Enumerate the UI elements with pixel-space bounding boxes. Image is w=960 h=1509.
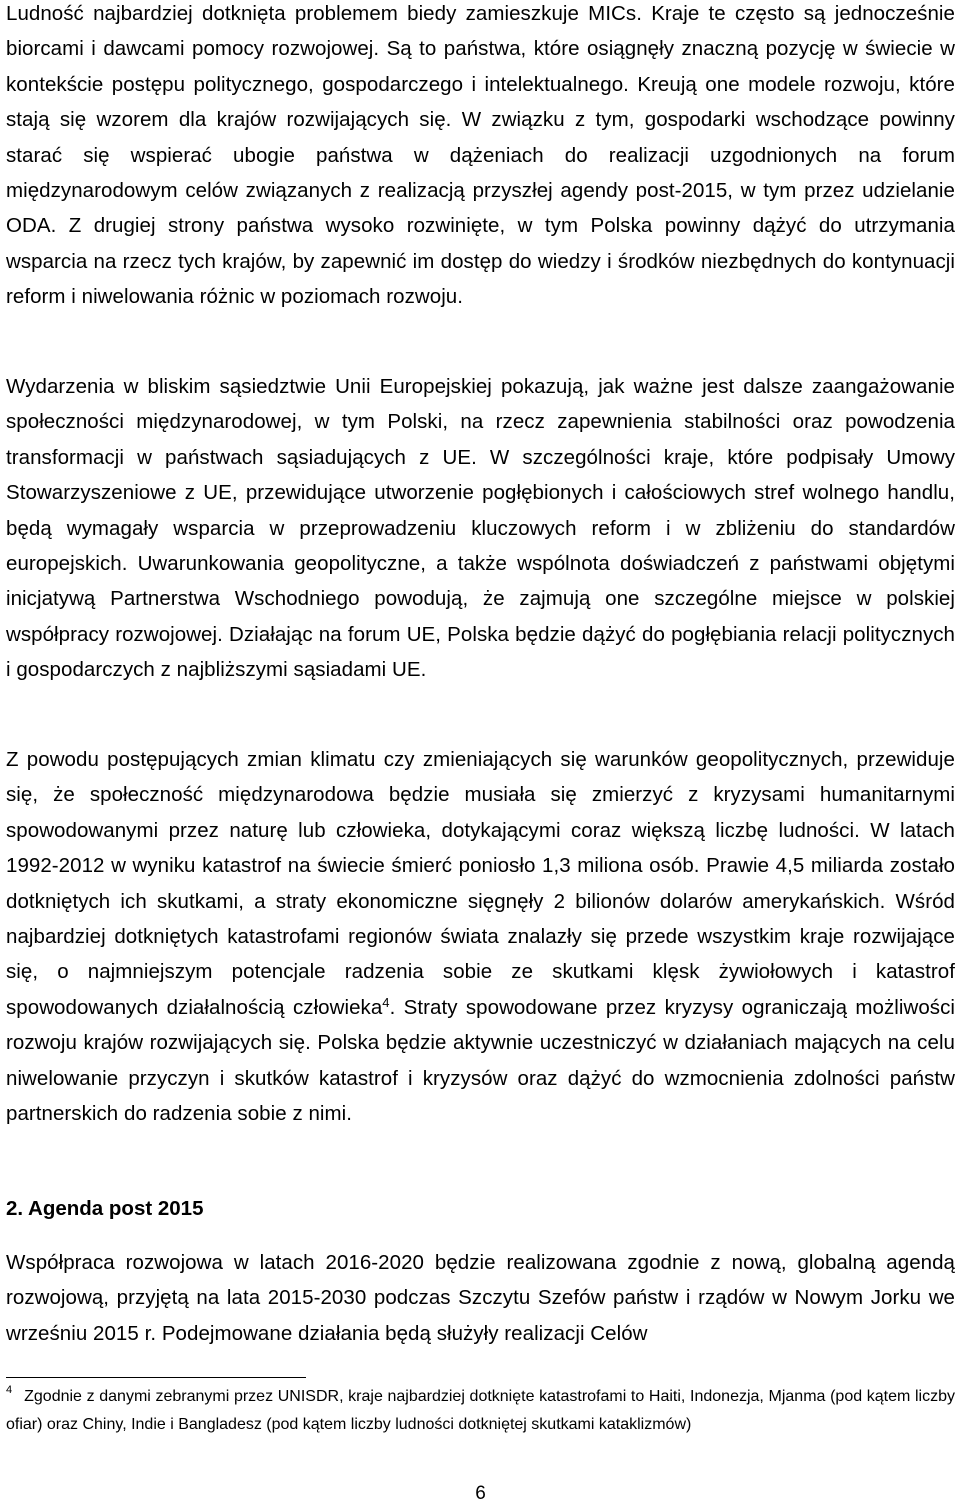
paragraph-agenda-2015: Współpraca rozwojowa w latach 2016-2020 będzie realizowana zgodnie z nową, globalną agendą rozwojową, przyjętą na lata 2015-2030 podczas Szczytu Szefów państw i rządów w Nowym Jorku we wrześniu 2015 r. Podejmowane działania będą służyły realizacji Celów [6, 1251, 955, 1345]
paragraph-eu-neighbourhood: Wydarzenia w bliskim sąsiedztwie Unii Europejskiej pokazują, jak ważne jest dalsze zaangażowanie społeczności międzynarodowej, w tym Polski, na rzecz zapewnienia stabilności oraz powodzenia transformacji w państwach sąsiadujących z UE. W szczególności kraje, które podpisały Umowy Stowarzyszeniowe z UE, przewidujące utworzenie pogłębionych i całościowych stref wolnego handlu, będą wymagały wsparcia w przeprowadzeniu kluczowych reform i w zbliżeniu do standardów europejskich. Uwarunkowania geopolityczne, a także wspólnota doświadczeń z państwami objętymi inicjatywą Partnerstwa Wschodniego powodują, że zajmują one szczególne miejsce w polskiej współpracy rozwojowej. Działając na forum UE, Polska będzie dążyć do pogłębiania relacji politycznych i gospodarczych z najbliższymi sąsiadami UE. [6, 375, 955, 682]
footnote [6, 1383, 955, 1438]
footnote-marker: 4 [6, 1384, 13, 1396]
page-number: 6 [475, 1483, 486, 1504]
section-heading: 2. Agenda post 2015 [6, 1197, 204, 1220]
footnote-reference: 4 [382, 994, 390, 1010]
footnote-separator [6, 1377, 306, 1378]
footnote-text: Zgodnie z danymi zebranymi przez UNISDR, kraje najbardziej dotknięte katastrofami to Haiti, Indonezja, Mjanma (pod kątem liczby ofiar) oraz Chiny, Indie i Bangladesz (pod kątem liczby ludności dotkniętej skutkami kataklizmów) [6, 1388, 955, 1433]
paragraph-mics: Ludność najbardziej dotknięta problemem biedy zamieszkuje MICs. Kraje te często są jednocześnie biorcami i dawcami pomocy rozwojowej. Są to państwa, które osiągnęły znaczną pozycję w świecie w kontekście postępu politycznego, gospodarczego i intelektualnego. Kreują one modele rozwoju, które stają się wzorem dla krajów rozwijających się. W związku z tym, gospodarki wschodzące powinny starać się wspierać ubogie państwa w dążeniach do realizacji uzgodnionych na forum międzynarodowym celów związanych z realizacją przyszłej agendy post-2015, w tym przez udzielanie ODA. Z drugiej strony państwa wysoko rozwinięte, w tym Polska powinny dążyć do utrzymania wsparcia na rzecz tych krajów, by zapewnić im dostęp do wiedzy i środków niezbędnych do kontynuacji reform i niwelowania różnic w poziomach rozwoju. [6, 2, 955, 309]
paragraph-text-part-1: Z powodu postępujących zmian klimatu czy zmieniających się warunków geopolitycznych, przewiduje się, że społeczność międzynarodowa będzie musiała się zmierzyć z kryzysami humanitarnymi spowodowanymi przez naturę lub człowieka, dotykającymi coraz większą liczbę ludności. W latach 1992-2012 w wyniku katastrof na świecie śmierć poniosło 1,3 miliona osób. Prawie 4,5 miliarda zostało dotkniętych ich skutkami, a straty ekonomiczne sięgnęły 2 bilionów dolarów amerykańskich. Wśród najbardziej dotkniętych katastrofami regionów świata znalazły się przede wszystkim kraje rozwijające się, o najmniejszym potencjale radzenia sobie ze skutkami klęsk żywiołowych i katastrof spowodowanych działalnością człowieka [6, 748, 955, 1019]
paragraph-humanitarian-crises [6, 742, 955, 1131]
paragraph-text-part-2: . Straty spowodowane przez kryzysy ograniczają możliwości rozwoju krajów rozwijających się. Polska będzie aktywnie uczestniczyć w działaniach mających na celu niwelowanie przyczyn i skutków katastrof i kryzysów oraz dążyć do wzmocnienia zdolności państw partnerskich do radzenia sobie z nimi. [6, 995, 955, 1126]
